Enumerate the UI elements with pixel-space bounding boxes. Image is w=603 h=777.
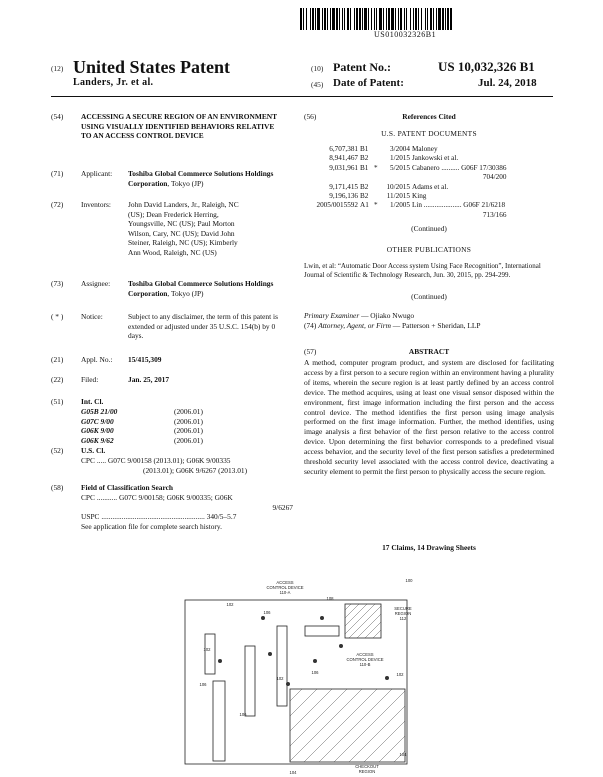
- ref-date: 1/2015: [390, 154, 410, 163]
- representative-drawing: [175, 576, 425, 776]
- fig-label-access-b: 110-B: [359, 662, 371, 667]
- ref-star: *: [374, 163, 378, 172]
- ref-row: [304, 183, 508, 192]
- fig-ref-106: 106: [263, 610, 271, 615]
- ref-num: 9,031,961: [329, 163, 358, 172]
- field-line: USPC ........................................................ 340/5–5.7: [81, 512, 237, 522]
- fig-ref-108: 108: [326, 596, 334, 601]
- notice-text: Subject to any disclaimer, the term of this patent is extended or adjusted under 35 U.S.C. 154(b) by 0 days.: [128, 312, 278, 341]
- field-line: 9/6267: [272, 502, 293, 512]
- assignee-code: (73): [51, 279, 64, 288]
- intcl-version: (2006.01): [174, 426, 203, 436]
- patent-no-label: Patent No.:: [333, 60, 391, 74]
- ref-row: [304, 201, 508, 210]
- fig-ref-106: 106: [199, 682, 207, 687]
- inventor-line: (US); Dean Frederick Herring,: [128, 209, 219, 219]
- patent-title: ACCESSING A SECURE REGION OF AN ENVIRONMENT USING VISUALLY IDENTIFIED BEHAVIORS RELATIVE TO AN ACCESS CONTROL DEVICE: [81, 112, 277, 141]
- ref-num: 9,171,415: [329, 182, 358, 191]
- ref-date: 3/2004: [390, 145, 410, 153]
- attorney-line: [304, 321, 552, 331]
- us-docs-table: [304, 145, 554, 220]
- fig-label-secure: REGION: [394, 611, 412, 616]
- ref-star: [374, 145, 382, 154]
- uscl-code: (52): [51, 446, 64, 455]
- ref-row-cont: [304, 173, 508, 182]
- ref-row: [304, 145, 508, 154]
- shelf: [305, 626, 339, 636]
- examiner-name: — Ojiako Nwugo: [359, 311, 415, 320]
- ref-star: [374, 192, 382, 201]
- field-line: See application file for complete search history.: [81, 521, 222, 531]
- shelf: [245, 646, 255, 716]
- assignee-location: , Tokyo (JP): [167, 288, 204, 298]
- fig-ref-104: 104: [399, 752, 407, 757]
- ref-kind: A1: [360, 201, 369, 210]
- fig-label-access-a: 110-A: [279, 590, 291, 595]
- ref-name: Lin ..................... G06F 21/6218: [412, 201, 506, 210]
- fig-label-access-a: ACCESS: [276, 580, 294, 585]
- intcl-class: G06K 9/00: [81, 426, 114, 436]
- inventors-label: Inventors:: [81, 200, 111, 209]
- fig-ref-102: 102: [276, 676, 284, 681]
- checkout-region-box: [290, 689, 405, 762]
- country-title: United States Patent: [73, 57, 230, 77]
- ref-row: [304, 164, 508, 173]
- intcl-row: [81, 426, 281, 436]
- ref-star: *: [374, 201, 378, 210]
- abstract-code: (57): [304, 347, 317, 356]
- applicant-location: , Tokyo (JP): [167, 178, 204, 188]
- intcl-class: G07C 9/00: [81, 416, 114, 426]
- examiner-label: Primary Examiner: [304, 311, 360, 320]
- fig-ref-106: 106: [239, 712, 247, 717]
- intcl-code: (51): [51, 397, 64, 406]
- field-line: CPC ........... G07C 9/00158; G06K 9/00335; G06K: [81, 493, 233, 502]
- continued-2: (Continued): [411, 292, 447, 301]
- ref-num: 8,941,467: [329, 154, 358, 163]
- appl-value: 15/415,309: [128, 355, 162, 364]
- examiner-line: [304, 311, 552, 321]
- fig-label-checkout: REGION: [358, 769, 376, 774]
- ref-kind: B2: [360, 182, 369, 191]
- ref-name: Maloney: [412, 145, 438, 153]
- intcl-label: Int. Cl.: [81, 397, 104, 406]
- fig-label-access-b: CONTROL DEVICE: [346, 657, 384, 662]
- attorney-label: Attorney, Agent, or Firm: [318, 321, 391, 330]
- cpc-block: [81, 456, 293, 475]
- other-pub-text: Lwin, et al: “Automatic Door Access system Using Face Recognition”, International Journal of Scientific & Technology Research, Jun. 30, 2015, pp. 294-299.: [304, 262, 541, 280]
- shelf: [213, 681, 225, 761]
- intcl-row: [81, 417, 281, 427]
- abstract-text: A method, computer program product, and system are disclosed for facilitating access by a first person to a secure region within an environment having a plurality of items, wherein the secure region is at least partly defined by an access control device. The method acquires, using at least one visual sensor disposed within the environment, first image information including the first person and the access control device. The method identifies the first person using image analysis performed on the first image information. Further, the method identifies, using image analysis a first behavior of the first person relative to the access control device. Upon determining the first behavior corresponds to a predefined visual access behavior, and the security level of the first person satisfies a predetermined threshold security level associated with the access control device, deactivating a security element to permit the first person to physically access the secure region.: [304, 358, 554, 476]
- fig-ref-106: 106: [311, 670, 319, 675]
- fig-label-access-b: ACCESS: [356, 652, 374, 657]
- refs-title: References Cited: [402, 112, 456, 121]
- attorney-code: (74): [304, 321, 317, 330]
- inventors-code: (72): [51, 200, 64, 209]
- ref-num: 2005/0015592: [316, 201, 358, 210]
- intcl-version: (2006.01): [174, 435, 203, 445]
- field-label: Field of Classification Search: [81, 483, 174, 492]
- ref-date: 11/2015: [386, 192, 410, 201]
- date-value: Jul. 24, 2018: [478, 77, 537, 89]
- filed-code: (22): [51, 375, 64, 384]
- inventors-short: Landers, Jr. et al.: [73, 77, 154, 88]
- applicant-name: Toshiba Global Commerce Solutions Holdings Corporation: [128, 169, 274, 188]
- field-block: [81, 493, 293, 531]
- ref-row: [304, 192, 508, 201]
- ref-name: Adams et al.: [412, 182, 449, 191]
- floor-outline: [185, 600, 407, 764]
- filed-value: Jan. 25, 2017: [128, 375, 170, 384]
- us-docs-title: U.S. PATENT DOCUMENTS: [381, 129, 477, 138]
- ref-name: Jankowski et al.: [412, 154, 459, 163]
- ref-row: [304, 154, 508, 163]
- ref-kind: B2: [360, 192, 369, 201]
- fig-label-checkout: CHECKOUT: [355, 764, 379, 769]
- refs-code: (56): [304, 112, 317, 121]
- header-rule: [51, 96, 553, 97]
- date-label: Date of Patent:: [333, 77, 404, 89]
- shelf: [205, 634, 215, 674]
- patent-no-value: US 10,032,326 B1: [438, 59, 535, 74]
- intcl-table: [81, 407, 281, 445]
- ref-name: King: [412, 192, 427, 201]
- filed-label: Filed:: [81, 375, 99, 384]
- inventor-line: Wilson, Cary, NC (US); David John: [128, 228, 235, 238]
- appl-code: (21): [51, 355, 64, 364]
- assignee-name: Toshiba Global Commerce Solutions Holdings Corporation: [128, 279, 274, 298]
- intcl-version: (2006.01): [174, 407, 203, 416]
- secure-region-box: [345, 604, 381, 638]
- ref-kind: B1: [360, 145, 369, 153]
- code-10: (10): [311, 64, 324, 73]
- inventor-line: John David Landers, Jr., Raleigh, NC: [128, 200, 239, 209]
- fig-ref-102: 102: [226, 602, 234, 607]
- ref-star: [374, 183, 382, 192]
- uscl-label: U.S. Cl.: [81, 446, 106, 455]
- intcl-class: G06K 9/62: [81, 435, 114, 445]
- cpc-line: CPC ..... G07C 9/00158 (2013.01); G06K 9/00335: [81, 456, 231, 465]
- fig-ref-102: 102: [396, 672, 404, 677]
- abstract-title: ABSTRACT: [408, 347, 450, 356]
- intcl-class: G05B 21/00: [81, 407, 118, 416]
- ref-kind: B1: [360, 163, 369, 172]
- claims-summary: 17 Claims, 14 Drawing Sheets: [382, 543, 476, 552]
- ref-date: 5/2015: [390, 163, 410, 172]
- field-code: (58): [51, 483, 64, 492]
- applicant-code: (71): [51, 169, 64, 178]
- fig-ref-100: 100: [405, 578, 413, 583]
- inventor-line: Steiner, Raleigh, NC (US); Kimberly: [128, 238, 238, 248]
- code-45: (45): [311, 80, 324, 89]
- ref-row-cont: [304, 211, 508, 220]
- assignee-value: [128, 279, 292, 298]
- intcl-row: [81, 436, 281, 446]
- inventor-line: Youngsville, NC (US); Paul Morton: [128, 219, 235, 229]
- ref-date: 1/2005: [390, 201, 410, 210]
- intcl-row: [81, 407, 281, 417]
- ref-name: Cabanero .......... G06F 17/30386: [412, 163, 507, 172]
- ref-num: 9,196,136: [329, 192, 358, 201]
- cpc-line: (2013.01); G06K 9/6267 (2013.01): [143, 465, 248, 475]
- attorney-name: — Patterson + Sheridan, LLP: [390, 321, 481, 330]
- barcode: [300, 8, 546, 30]
- ref-num: 6,707,381: [329, 145, 358, 153]
- fig-label-secure: 112: [399, 616, 407, 621]
- fig-label-secure: SECURE: [394, 606, 412, 611]
- applicant-label: Applicant:: [81, 169, 113, 178]
- ref-kind: B2: [360, 154, 369, 163]
- other-pub-title: OTHER PUBLICATIONS: [386, 245, 472, 254]
- fig-ref-102: 102: [203, 647, 211, 652]
- publication-number: US010032326B1: [374, 30, 437, 39]
- inventor-line: Ann Wood, Raleigh, NC (US): [128, 247, 217, 257]
- ref-date: 10/2015: [386, 182, 410, 191]
- applicant-value: [128, 169, 292, 188]
- inventors-list: [128, 200, 296, 258]
- assignee-label: Assignee:: [81, 279, 111, 288]
- ref-extra: 713/166: [482, 210, 507, 219]
- intcl-version: (2006.01): [174, 416, 203, 426]
- kind-code-12: (12): [51, 64, 64, 73]
- ref-extra: 704/200: [482, 173, 507, 182]
- title-code: (54): [51, 112, 64, 121]
- notice-label: Notice:: [81, 312, 103, 321]
- appl-label: Appl. No.:: [81, 355, 113, 364]
- shelf: [277, 626, 287, 706]
- notice-code: ( * ): [51, 312, 64, 321]
- continued-1: (Continued): [411, 224, 447, 233]
- fig-ref-104: 104: [289, 770, 297, 775]
- fig-label-access-a: CONTROL DEVICE: [266, 585, 304, 590]
- ref-star: [374, 154, 382, 163]
